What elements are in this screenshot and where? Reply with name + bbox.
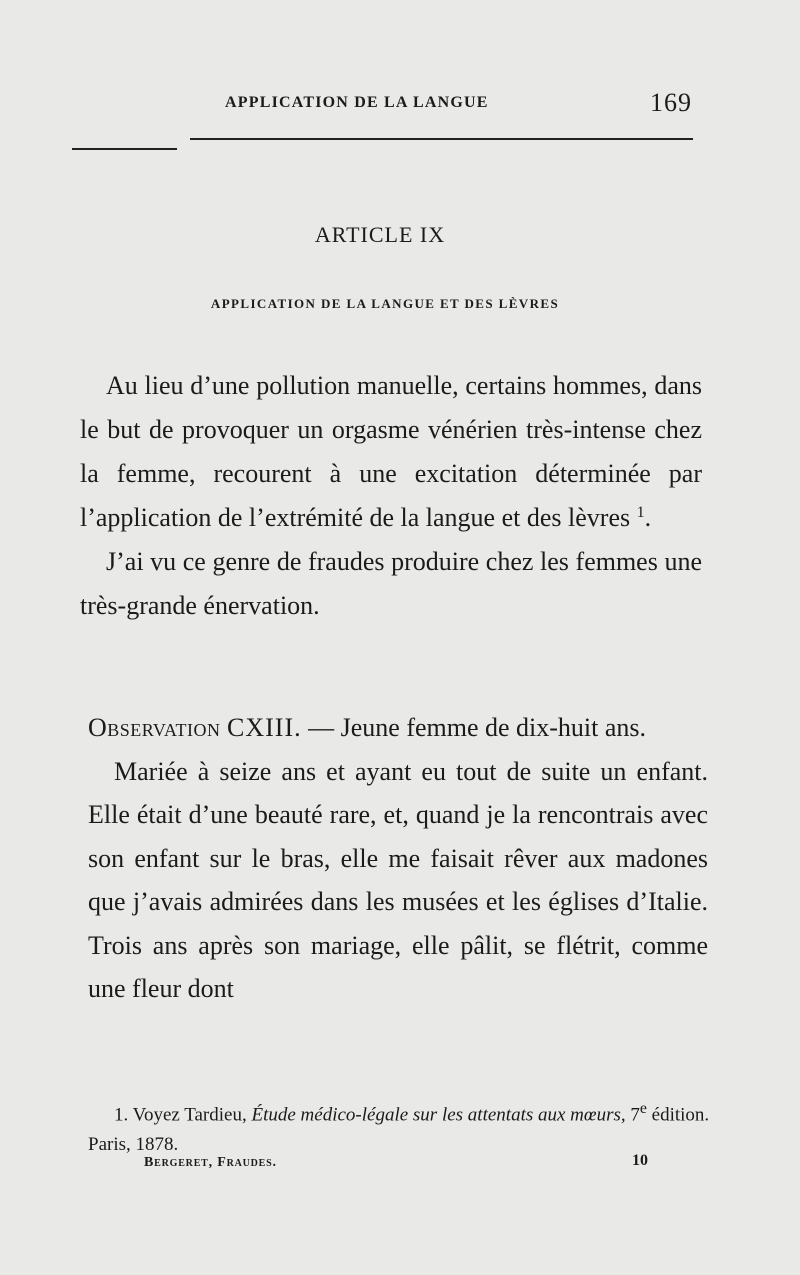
header-rule-short [72, 148, 177, 150]
signature-author: Bergeret, Fraudes. [144, 1155, 277, 1170]
observation-heading [88, 706, 708, 750]
running-head-title: APPLICATION DE LA LANGUE [225, 94, 489, 111]
paragraph-1-text: Au lieu d’une pollution manuelle, certains hommes, dans le but de provoquer un orgasme vénérien très-intense chez la femme, recourent à une excitation déterminée par l’application de l’extrémité de la langue et des lèvres [80, 371, 702, 532]
footnote-work-title: Étude médico-légale sur les attentats aux mœurs, [251, 1104, 626, 1126]
footnote-author: Voyez Tardieu, [132, 1104, 247, 1126]
article-title: APPLICATION DE LA LANGUE ET DES LÈVRES [210, 296, 560, 311]
footnote-marker: 1. [114, 1104, 129, 1126]
observation-heading-text: — Jeune femme de dix-huit ans. [308, 713, 647, 742]
footnote-edition-num: 7 [630, 1104, 640, 1126]
footnote-reference: 1 [636, 504, 645, 521]
paragraph-1-end: . [644, 503, 652, 532]
observation-label: Observation [88, 713, 221, 742]
observation-block [88, 706, 708, 1011]
page-number: 169 [650, 88, 692, 117]
observation-paragraph: Mariée à seize ans et ayant eu tout de suite un enfant. Elle était d’une beauté rare, et, quand je la rencontrais avec son enfant sur le bras, elle me faisait rêver aux madones que j’avais admirées dans les musées et les églises d’Italie. Trois ans après son mariage, elle pâlit, se flétrit, comme une fleur dont [88, 756, 708, 1003]
footnote-rest: édition. Paris, 1878. [88, 1104, 710, 1156]
signature-mark: 10 [632, 1152, 648, 1169]
footnote [88, 1094, 728, 1160]
body-text [80, 364, 702, 628]
paragraph-1 [80, 364, 702, 540]
article-number: ARTICLE IX [314, 222, 446, 247]
paragraph-2: J’ai vu ce genre de fraudes produire chez les femmes une très-grande énervation. [80, 547, 702, 620]
observation-number: CXIII. [227, 713, 302, 742]
header-rule-long [190, 138, 693, 140]
footnote-text [88, 1094, 728, 1160]
footnote-edition-sup: e [639, 1100, 647, 1117]
